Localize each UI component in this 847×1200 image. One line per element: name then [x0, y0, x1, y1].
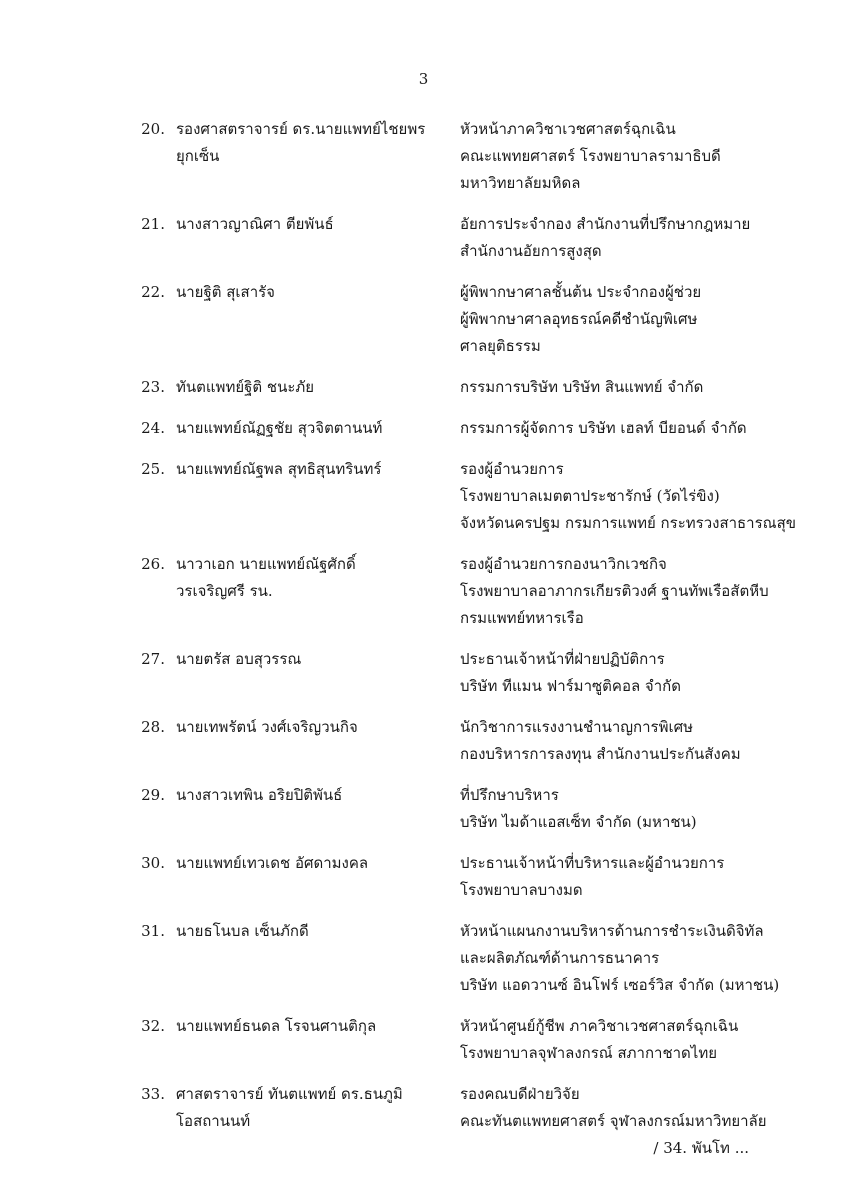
- entry-name: [176, 415, 446, 442]
- position-line: อัยการประจำกอง สำนักงานที่ปรึกษากฎหมาย: [460, 215, 751, 233]
- position-line: ผู้พิพากษาศาลชั้นต้น ประจำกองผู้ช่วย: [460, 283, 702, 301]
- position-line: ศาลยุติธรรม: [460, 337, 541, 355]
- entry-number: 30.: [141, 854, 165, 872]
- entry-name: [176, 1081, 446, 1135]
- position-line: โรงพยาบาลเมตตาประชารักษ์ (วัดไร่ขิง): [460, 487, 720, 505]
- position-line: กรมแพทย์ทหารเรือ: [460, 609, 584, 627]
- entry-position: [460, 1013, 830, 1067]
- position-line: และผลิตภัณฑ์ด้านการธนาคาร: [460, 949, 660, 967]
- entry-position: [460, 1081, 830, 1135]
- entry-position: [460, 850, 830, 904]
- entry-position: [460, 211, 830, 265]
- entry-number: 23.: [141, 378, 165, 396]
- entry-number: 31.: [141, 922, 165, 940]
- position-line: หัวหน้าภาควิชาเวชศาสตร์ฉุกเฉิน: [460, 120, 676, 138]
- entry-name: [176, 551, 446, 605]
- position-line: รองผู้อำนวยการ: [460, 460, 564, 478]
- name-line: ศาสตราจารย์ ทันตแพทย์ ดร.ธนภูมิ: [176, 1085, 403, 1103]
- entry-position: [460, 374, 830, 401]
- name-line: นาวาเอก นายแพทย์ณัฐศักดิ์: [176, 555, 356, 573]
- position-line: จังหวัดนครปฐม กรมการแพทย์ กระทรวงสาธารณสุข: [460, 514, 796, 532]
- entry-number: 21.: [141, 215, 165, 233]
- entry-name: [176, 782, 446, 809]
- name-line: นายธโนบล เซ็นภักดี: [176, 922, 309, 940]
- position-line: ประธานเจ้าหน้าที่ฝ่ายปฏิบัติการ: [460, 650, 665, 668]
- position-line: บริษัท แอดวานซ์ อินโฟร์ เซอร์วิส จำกัด (มหาชน): [460, 976, 780, 994]
- entry-position: [460, 116, 830, 197]
- name-line: โอสถานนท์: [176, 1112, 251, 1130]
- entry-position: [460, 279, 830, 360]
- continuation-note: / 34. พันโท ...: [653, 1139, 749, 1157]
- position-line: สำนักงานอัยการสูงสุด: [460, 242, 602, 260]
- name-line: นายแพทย์ณัฐพล สุทธิสุนทรินทร์: [176, 460, 382, 478]
- name-line: นายเทพรัตน์ วงศ์เจริญวนกิจ: [176, 718, 358, 736]
- entry-position: [460, 918, 830, 999]
- name-line: นางสาวเทพิน อริยปิติพันธ์: [176, 786, 343, 804]
- entry-position: [460, 646, 830, 700]
- position-line: บริษัท ไมด้าแอสเซ็ท จำกัด (มหาชน): [460, 813, 697, 831]
- position-line: มหาวิทยาลัยมหิดล: [460, 174, 581, 192]
- entry-position: [460, 551, 830, 632]
- entry-name: [176, 279, 446, 306]
- entry-number: 22.: [141, 283, 165, 301]
- entry-name: [176, 456, 446, 483]
- position-line: โรงพยาบาลอาภากรเกียรติวงศ์ ฐานทัพเรือสัตหีบ: [460, 582, 769, 600]
- entry-name: [176, 211, 446, 238]
- name-line: ยุกเซ็น: [176, 147, 220, 165]
- entry-name: [176, 714, 446, 741]
- entry-name: [176, 850, 446, 877]
- position-line: โรงพยาบาลบางมด: [460, 881, 583, 899]
- position-line: คณะแพทยศาสตร์ โรงพยาบาลรามาธิบดี: [460, 147, 721, 165]
- entry-number: 32.: [141, 1017, 165, 1035]
- position-line: คณะทันตแพทยศาสตร์ จุฬาลงกรณ์มหาวิทยาลัย: [460, 1112, 767, 1130]
- entry-position: [460, 714, 830, 768]
- position-line: รองคณบดีฝ่ายวิจัย: [460, 1085, 580, 1103]
- position-line: นักวิชาการแรงงานชำนาญการพิเศษ: [460, 718, 694, 736]
- entry-number: 25.: [141, 460, 165, 478]
- page-number: 3: [418, 70, 429, 88]
- entry-position: [460, 415, 830, 442]
- position-line: หัวหน้าศูนย์กู้ชีพ ภาควิชาเวชศาสตร์ฉุกเฉิน: [460, 1017, 739, 1035]
- name-line: รองศาสตราจารย์ ดร.นายแพทย์ไชยพร: [176, 120, 426, 138]
- position-line: หัวหน้าแผนกงานบริหารด้านการชำระเงินดิจิทัล: [460, 922, 764, 940]
- entry-position: [460, 782, 830, 836]
- entry-number: 33.: [141, 1085, 165, 1103]
- name-line: นายแพทย์เทวเดช อัศดามงคล: [176, 854, 369, 872]
- entry-position: [460, 456, 830, 537]
- entry-number: 24.: [141, 419, 165, 437]
- position-line: โรงพยาบาลจุฬาลงกรณ์ สภากาชาดไทย: [460, 1044, 718, 1062]
- position-line: กรรมการบริษัท บริษัท สินแพทย์ จำกัด: [460, 378, 704, 396]
- entry-name: [176, 918, 446, 945]
- entry-name: [176, 646, 446, 673]
- entry-name: [176, 374, 446, 401]
- position-line: ผู้พิพากษาศาลอุทธรณ์คดีชำนัญพิเศษ: [460, 310, 698, 328]
- name-line: นายฐิติ สุเสารัจ: [176, 283, 275, 301]
- entry-number: 20.: [141, 120, 165, 138]
- name-line: นายแพทย์ณัฏฐชัย สุวจิตตานนท์: [176, 419, 383, 437]
- name-line: วรเจริญศรี รน.: [176, 582, 273, 600]
- position-line: บริษัท ทีแมน ฟาร์มาซูติคอล จำกัด: [460, 677, 681, 695]
- entry-number: 29.: [141, 786, 165, 804]
- position-line: กรรมการผู้จัดการ บริษัท เฮลท์ บียอนด์ จำกัด: [460, 419, 747, 437]
- entry-number: 26.: [141, 555, 165, 573]
- name-line: นายแพทย์ธนดล โรจนศานติกุล: [176, 1017, 377, 1035]
- position-line: ประธานเจ้าหน้าที่บริหารและผู้อำนวยการ: [460, 854, 725, 872]
- name-line: นายตรัส อบสุวรรณ: [176, 650, 302, 668]
- position-line: รองผู้อำนวยการกองนาวิกเวชกิจ: [460, 555, 667, 573]
- entry-name: [176, 116, 446, 170]
- entry-number: 27.: [141, 650, 165, 668]
- entry-name: [176, 1013, 446, 1040]
- position-line: ที่ปรึกษาบริหาร: [460, 786, 559, 804]
- name-line: ทันตแพทย์ฐิติ ชนะภัย: [176, 378, 315, 396]
- name-line: นางสาวญาณิศา ตียพันธ์: [176, 215, 334, 233]
- position-line: กองบริหารการลงทุน สำนักงานประกันสังคม: [460, 745, 741, 763]
- entry-number: 28.: [141, 718, 165, 736]
